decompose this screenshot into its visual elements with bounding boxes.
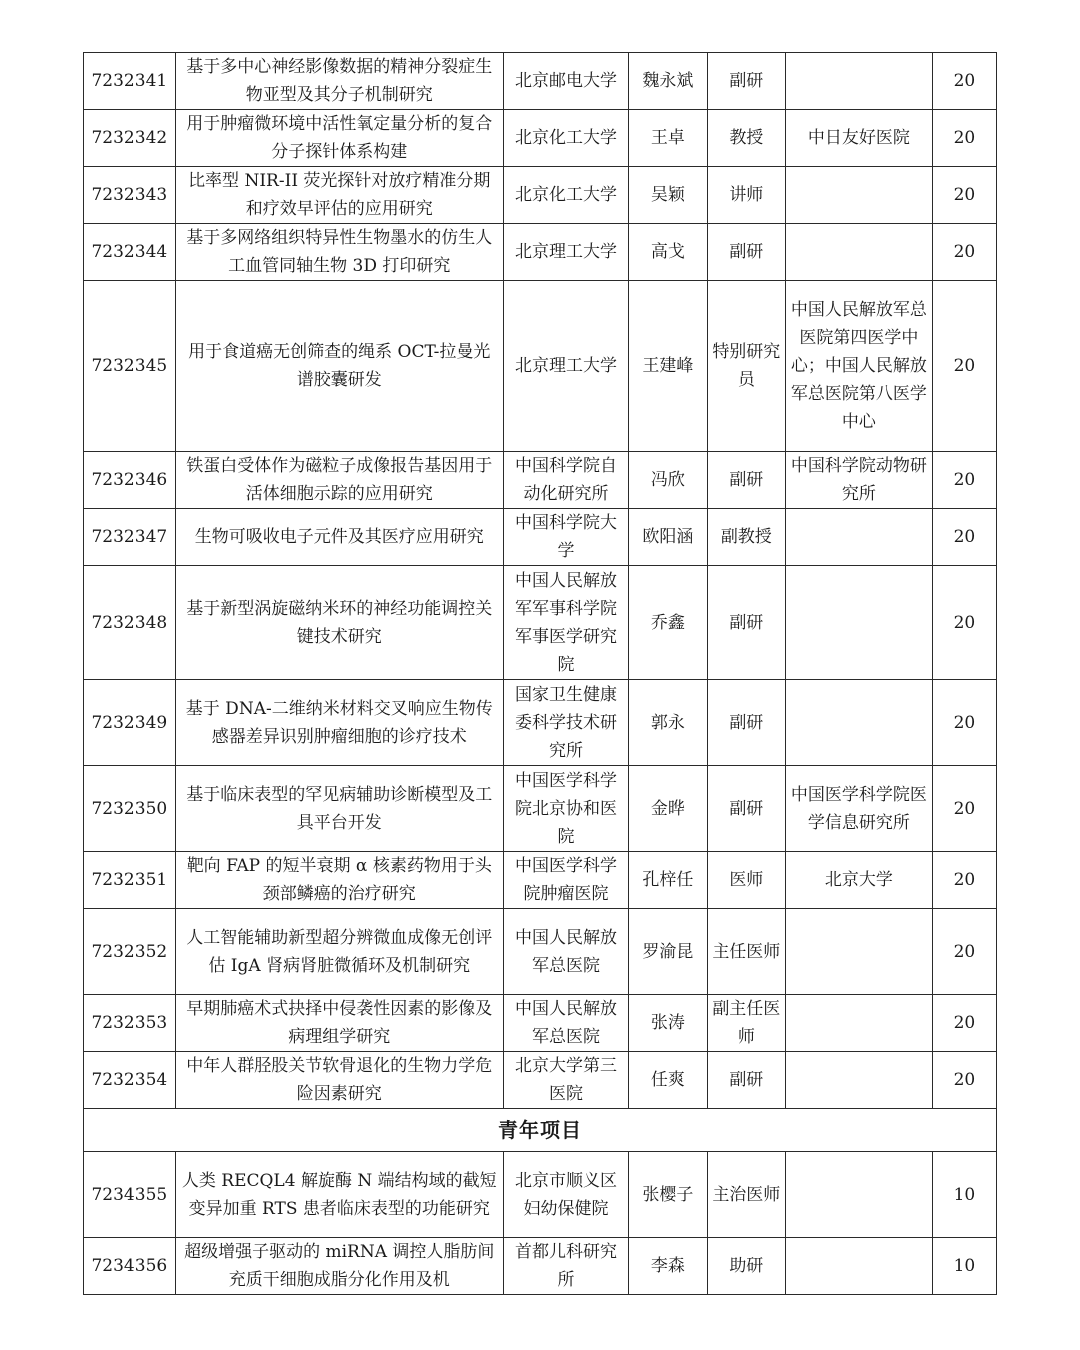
project-title: 基于新型涡旋磁纳米环的神经功能调控关键技术研究 (175, 566, 503, 680)
leader-title: 副研 (707, 1052, 785, 1109)
table-row (84, 167, 997, 224)
funding-amount: 20 (932, 566, 996, 680)
project-leader: 王卓 (629, 110, 707, 167)
funding-amount: 20 (932, 110, 996, 167)
project-title: 基于多网络组织特异性生物墨水的仿生人工血管同轴生物 3D 打印研究 (175, 224, 503, 281)
project-id: 7232344 (84, 224, 176, 281)
leader-title: 副研 (707, 224, 785, 281)
table-row (84, 766, 997, 852)
table-row (84, 281, 997, 452)
table-row (84, 1152, 997, 1238)
project-leader: 吴颖 (629, 167, 707, 224)
table-row (84, 452, 997, 509)
project-title: 早期肺癌术式抉择中侵袭性因素的影像及病理组学研究 (175, 995, 503, 1052)
leader-title: 讲师 (707, 167, 785, 224)
project-title: 用于食道癌无创筛查的绳系 OCT-拉曼光谱胶囊研发 (175, 281, 503, 452)
project-id: 7232351 (84, 852, 176, 909)
project-title: 用于肿瘤微环境中活性氧定量分析的复合分子探针体系构建 (175, 110, 503, 167)
cooperating-institution (786, 566, 933, 680)
project-leader: 冯欣 (629, 452, 707, 509)
leader-title: 主任医师 (707, 909, 785, 995)
table-row (84, 224, 997, 281)
cooperating-institution (786, 53, 933, 110)
project-title: 人类 RECQL4 解旋酶 N 端结构域的截短变异加重 RTS 患者临床表型的功能研究 (175, 1152, 503, 1238)
host-institution: 中国医学科学院肿瘤医院 (503, 852, 628, 909)
table-row (84, 852, 997, 909)
leader-title: 副研 (707, 452, 785, 509)
funding-amount: 20 (932, 909, 996, 995)
cooperating-institution: 中日友好医院 (786, 110, 933, 167)
project-title: 基于 DNA-二维纳米材料交叉响应生物传感器差异识别肿瘤细胞的诊疗技术 (175, 680, 503, 766)
host-institution: 中国科学院自动化研究所 (503, 452, 628, 509)
funding-amount: 10 (932, 1152, 996, 1238)
table-row (84, 1052, 997, 1109)
section-title: 青年项目 (84, 1109, 997, 1152)
host-institution: 北京化工大学 (503, 110, 628, 167)
funding-amount: 20 (932, 509, 996, 566)
funding-amount: 20 (932, 224, 996, 281)
leader-title: 教授 (707, 110, 785, 167)
cooperating-institution: 北京大学 (786, 852, 933, 909)
leader-title: 副研 (707, 53, 785, 110)
cooperating-institution (786, 995, 933, 1052)
host-institution: 首都儿科研究所 (503, 1238, 628, 1295)
leader-title: 主治医师 (707, 1152, 785, 1238)
leader-title: 副教授 (707, 509, 785, 566)
project-id: 7232345 (84, 281, 176, 452)
project-leader: 罗渝昆 (629, 909, 707, 995)
project-id: 7232349 (84, 680, 176, 766)
leader-title: 副研 (707, 566, 785, 680)
project-leader: 魏永斌 (629, 53, 707, 110)
project-leader: 高戈 (629, 224, 707, 281)
project-title: 基于临床表型的罕见病辅助诊断模型及工具平台开发 (175, 766, 503, 852)
table-row (84, 110, 997, 167)
project-id: 7234356 (84, 1238, 176, 1295)
section-header-row (84, 1109, 997, 1152)
project-leader: 张涛 (629, 995, 707, 1052)
project-title: 基于多中心神经影像数据的精神分裂症生物亚型及其分子机制研究 (175, 53, 503, 110)
project-id: 7232350 (84, 766, 176, 852)
project-title: 比率型 NIR-II 荧光探针对放疗精准分期和疗效早评估的应用研究 (175, 167, 503, 224)
project-id: 7232352 (84, 909, 176, 995)
funding-amount: 20 (932, 680, 996, 766)
cooperating-institution (786, 909, 933, 995)
table-row (84, 53, 997, 110)
host-institution: 中国医学科学院北京协和医院 (503, 766, 628, 852)
cooperating-institution (786, 680, 933, 766)
leader-title: 副主任医师 (707, 995, 785, 1052)
cooperating-institution (786, 1052, 933, 1109)
project-leader: 孔梓任 (629, 852, 707, 909)
project-leader: 任爽 (629, 1052, 707, 1109)
host-institution: 北京市顺义区妇幼保健院 (503, 1152, 628, 1238)
funding-amount: 20 (932, 281, 996, 452)
project-title: 超级增强子驱动的 miRNA 调控人脂肪间充质干细胞成脂分化作用及机 (175, 1238, 503, 1295)
host-institution: 北京化工大学 (503, 167, 628, 224)
host-institution: 中国人民解放军总医院 (503, 995, 628, 1052)
project-leader: 金晔 (629, 766, 707, 852)
cooperating-institution: 中国科学院动物研究所 (786, 452, 933, 509)
project-id: 7232353 (84, 995, 176, 1052)
host-institution: 中国人民解放军总医院 (503, 909, 628, 995)
funding-amount: 20 (932, 766, 996, 852)
project-title: 靶向 FAP 的短半衰期 α 核素药物用于头颈部鳞癌的治疗研究 (175, 852, 503, 909)
funding-amount: 20 (932, 53, 996, 110)
funding-amount: 20 (932, 1052, 996, 1109)
project-leader: 乔鑫 (629, 566, 707, 680)
host-institution: 中国科学院大学 (503, 509, 628, 566)
host-institution: 北京邮电大学 (503, 53, 628, 110)
funding-amount: 20 (932, 167, 996, 224)
cooperating-institution (786, 1152, 933, 1238)
table-row (84, 680, 997, 766)
project-title: 生物可吸收电子元件及其医疗应用研究 (175, 509, 503, 566)
project-id: 7232341 (84, 53, 176, 110)
project-funding-table (83, 52, 997, 1295)
project-id: 7232354 (84, 1052, 176, 1109)
project-id: 7232348 (84, 566, 176, 680)
host-institution: 北京理工大学 (503, 281, 628, 452)
table-row (84, 1238, 997, 1295)
project-leader: 郭永 (629, 680, 707, 766)
leader-title: 副研 (707, 680, 785, 766)
table-row (84, 566, 997, 680)
project-title: 铁蛋白受体作为磁粒子成像报告基因用于活体细胞示踪的应用研究 (175, 452, 503, 509)
project-leader: 王建峰 (629, 281, 707, 452)
host-institution: 国家卫生健康委科学技术研究所 (503, 680, 628, 766)
project-id: 7232343 (84, 167, 176, 224)
cooperating-institution: 中国人民解放军总医院第四医学中心；中国人民解放军总医院第八医学中心 (786, 281, 933, 452)
project-id: 7232346 (84, 452, 176, 509)
project-id: 7232342 (84, 110, 176, 167)
funding-amount: 20 (932, 995, 996, 1052)
table-row (84, 509, 997, 566)
leader-title: 助研 (707, 1238, 785, 1295)
table-row (84, 909, 997, 995)
funding-amount: 20 (932, 852, 996, 909)
cooperating-institution (786, 224, 933, 281)
cooperating-institution (786, 167, 933, 224)
host-institution: 北京理工大学 (503, 224, 628, 281)
project-id: 7234355 (84, 1152, 176, 1238)
leader-title: 特别研究员 (707, 281, 785, 452)
host-institution: 北京大学第三医院 (503, 1052, 628, 1109)
cooperating-institution: 中国医学科学院医学信息研究所 (786, 766, 933, 852)
project-id: 7232347 (84, 509, 176, 566)
project-leader: 张樱子 (629, 1152, 707, 1238)
project-leader: 欧阳涵 (629, 509, 707, 566)
cooperating-institution (786, 509, 933, 566)
project-title: 中年人群胫股关节软骨退化的生物力学危险因素研究 (175, 1052, 503, 1109)
project-leader: 李森 (629, 1238, 707, 1295)
leader-title: 医师 (707, 852, 785, 909)
project-title: 人工智能辅助新型超分辨微血成像无创评估 IgA 肾病肾脏微循环及机制研究 (175, 909, 503, 995)
cooperating-institution (786, 1238, 933, 1295)
table-row (84, 995, 997, 1052)
leader-title: 副研 (707, 766, 785, 852)
funding-amount: 10 (932, 1238, 996, 1295)
funding-amount: 20 (932, 452, 996, 509)
host-institution: 中国人民解放军军事科学院军事医学研究院 (503, 566, 628, 680)
